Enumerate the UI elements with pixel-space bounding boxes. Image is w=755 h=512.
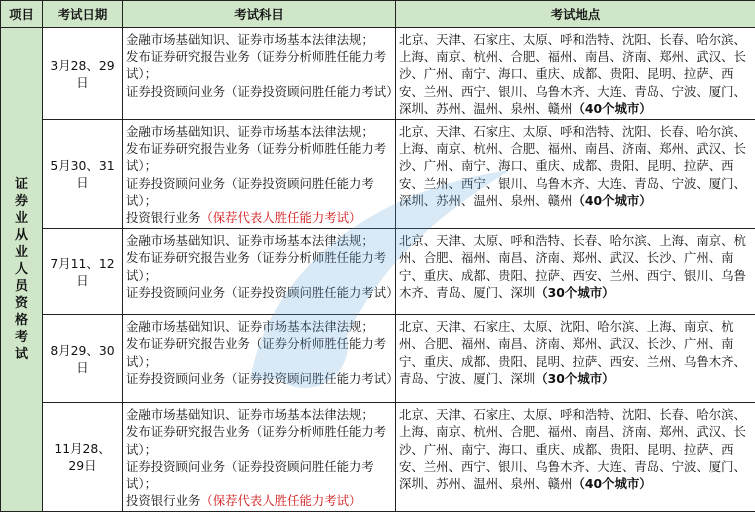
header-place: 考试地点 (396, 1, 755, 28)
header-subject: 考试科目 (123, 1, 396, 28)
table-row (1, 315, 755, 403)
city-list: 北京、天津、太原、呼和浩特、长春、哈尔滨、上海、南京、杭州、合肥、福州、南昌、济南、郑州、武汉、长沙、广州、南宁、重庆、成都、贵阳、拉萨、西安、兰州、西宁、银川、乌鲁木齐、青岛、厦门、深圳 (399, 233, 746, 300)
header-item: 项目 (1, 1, 43, 28)
place-cell (396, 28, 755, 120)
city-list: 北京、天津、石家庄、太原、呼和浩特、沈阳、长春、哈尔滨、上海、南京、杭州、合肥、福州、南昌、济南、郑州、武汉、长沙、广州、南宁、海口、重庆、成都、贵阳、昆明、拉萨、西安、兰州、西宁、银川、乌鲁木齐、大连、青岛、宁波、厦门、深圳、苏州、温州、泉州、赣州 (399, 32, 746, 116)
table-row (1, 120, 755, 229)
subject-line: 发布证券研究报告业务（证券分析师胜任能力考试）； (126, 423, 393, 457)
subject-line: 证券投资顾问业务（证券投资顾问胜任能力考试）； (126, 175, 393, 209)
city-list: 北京、天津、石家庄、太原、呼和浩特、沈阳、长春、哈尔滨、上海、南京、杭州、合肥、福州、南昌、济南、郑州、武汉、长沙、广州、南宁、海口、重庆、成都、贵阳、昆明、拉萨、西安、兰州、西宁、银川、乌鲁木齐、大连、青岛、宁波、厦门、深圳、苏州、温州、泉州、赣州 (399, 124, 746, 208)
subject-line: 发布证券研究报告业务（证券分析师胜任能力考试）； (126, 335, 393, 369)
subject-line: 金融市场基础知识、证券市场基本法律法规； (126, 232, 393, 249)
subject-line: 发布证券研究报告业务（证券分析师胜任能力考试）； (126, 249, 393, 283)
table-row (1, 403, 755, 512)
place-cell (396, 120, 755, 229)
subject-line (126, 492, 393, 509)
subject-cell (123, 120, 396, 229)
city-count: （30个城市） (535, 285, 614, 300)
subject-cell (123, 403, 396, 512)
header-row (1, 1, 755, 28)
subject-line: 证券投资顾问业务（证券投资顾问胜任能力考试） (126, 284, 393, 301)
city-count: （40个城市） (572, 101, 651, 116)
subject-line: 发布证券研究报告业务（证券分析师胜任能力考试）； (126, 140, 393, 174)
place-cell (396, 229, 755, 315)
table-row (1, 229, 755, 315)
date-cell: 7月11、12日 (43, 229, 123, 315)
subject-line: 证券投资顾问业务（证券投资顾问胜任能力考试）； (126, 458, 393, 492)
subject-extra-highlight: （保荐代表人胜任能力考试） (200, 493, 361, 508)
place-cell (396, 403, 755, 512)
subject-cell (123, 28, 396, 120)
place-cell (396, 315, 755, 403)
subject-extra: 投资银行业务 (126, 210, 200, 225)
subject-cell (123, 315, 396, 403)
city-list: 北京、天津、石家庄、太原、呼和浩特、沈阳、长春、哈尔滨、上海、南京、杭州、合肥、福州、南昌、济南、郑州、武汉、长沙、广州、南宁、海口、重庆、成都、贵阳、昆明、拉萨、西安、兰州、西宁、银川、乌鲁木齐、大连、青岛、宁波、厦门、深圳、苏州、温州、泉州、赣州 (399, 407, 746, 491)
date-cell: 11月28、29日 (43, 403, 123, 512)
subject-line: 金融市场基础知识、证券市场基本法律法规； (126, 123, 393, 140)
subject-cell (123, 229, 396, 315)
subject-line: 金融市场基础知识、证券市场基本法律法规； (126, 406, 393, 423)
date-cell: 8月29、30日 (43, 315, 123, 403)
city-count: （30个城市） (535, 371, 614, 386)
city-count: （40个城市） (572, 193, 651, 208)
header-date: 考试日期 (43, 1, 123, 28)
subject-line: 证券投资顾问业务（证券投资顾问胜任能力考试） (126, 83, 393, 100)
subject-line: 金融市场基础知识、证券市场基本法律法规； (126, 318, 393, 335)
date-cell: 5月30、31日 (43, 120, 123, 229)
subject-extra: 投资银行业务 (126, 493, 200, 508)
subject-line (126, 209, 393, 226)
item-cell: 证券业从业人员资格考试 (1, 28, 43, 512)
city-count: （40个城市） (572, 476, 651, 491)
subject-line: 证券投资顾问业务（证券投资顾问胜任能力考试） (126, 370, 393, 387)
subject-extra-highlight: （保荐代表人胜任能力考试） (200, 210, 361, 225)
subject-line: 金融市场基础知识、证券市场基本法律法规； (126, 31, 393, 48)
table-row (1, 28, 755, 120)
city-list: 北京、天津、石家庄、太原、沈阳、哈尔滨、上海、南京、杭州、合肥、福州、南昌、济南、郑州、武汉、长沙、广州、南宁、重庆、成都、贵阳、昆明、拉萨、西安、兰州、乌鲁木齐、青岛、宁波、厦门、深圳 (399, 319, 746, 386)
date-cell: 3月28、29日 (43, 28, 123, 120)
subject-line: 发布证券研究报告业务（证券分析师胜任能力考试）； (126, 48, 393, 82)
